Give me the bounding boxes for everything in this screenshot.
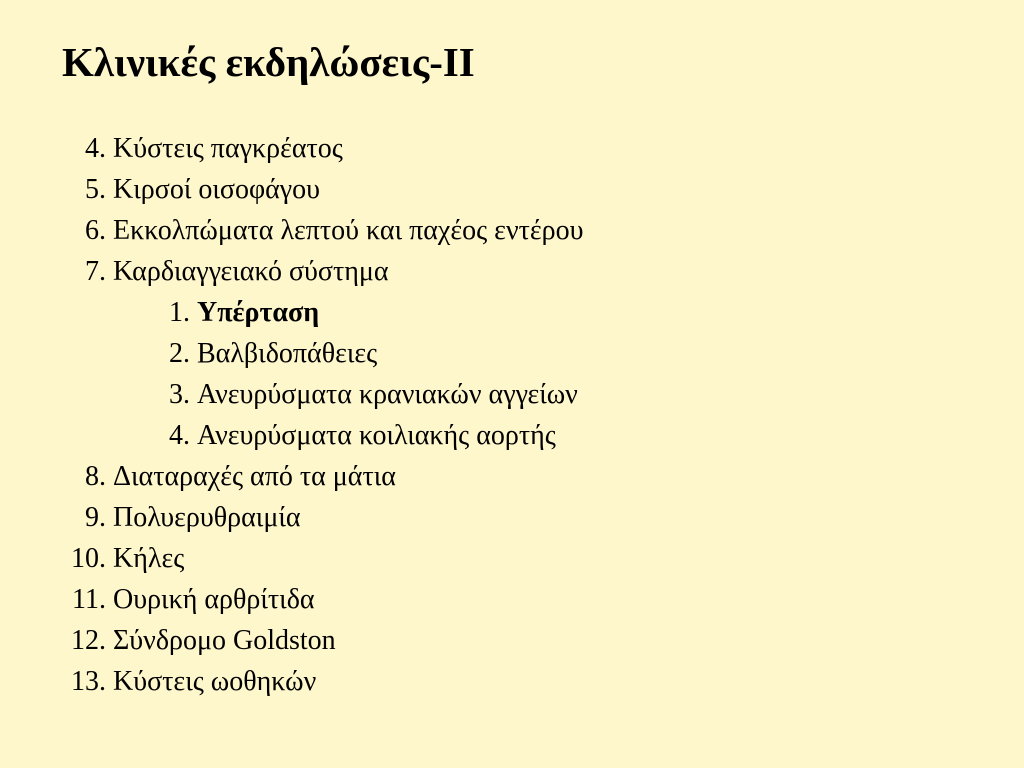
list-item-text: Εκκολπώματα λεπτού και παχέος εντέρου: [113, 215, 584, 246]
list-item: [0, 497, 1024, 538]
sub-list-item-number: 1.: [169, 297, 190, 328]
sub-list-item-number: 4.: [169, 420, 190, 451]
sub-list-item: [0, 374, 1024, 415]
sub-list-item-text: Υπέρταση: [197, 297, 320, 328]
sub-list-item-number: 2.: [169, 338, 190, 369]
list-item-text: Καρδιαγγειακό σύστημα: [113, 256, 389, 287]
list-item: [0, 210, 1024, 251]
list-item-text: Κιρσοί οισοφάγου: [113, 174, 321, 205]
list-item-number: 4.: [85, 133, 106, 164]
sub-list-item-text: Ανευρύσματα κρανιακών αγγείων: [197, 379, 578, 410]
list-item-text: Σύνδρομο Goldston: [113, 625, 336, 656]
item-list: [0, 128, 1024, 702]
list-item-number: 12.: [71, 625, 106, 656]
list-item-text: Κήλες: [113, 543, 185, 574]
list-item: [0, 251, 1024, 292]
list-item-number: 13.: [71, 666, 106, 697]
list-item: [0, 169, 1024, 210]
list-item: [0, 620, 1024, 661]
list-item: [0, 456, 1024, 497]
sub-list-item-number: 3.: [169, 379, 190, 410]
sub-list-item-text: Βαλβιδοπάθειες: [197, 338, 378, 369]
list-item-number: 9.: [85, 502, 106, 533]
list-item-text: Διαταραχές από τα μάτια: [113, 461, 396, 492]
list-item: [0, 661, 1024, 702]
sub-list-item: [0, 415, 1024, 456]
list-item-text: Κύστεις ωοθηκών: [113, 666, 317, 697]
slide-title: Κλινικές εκδηλώσεις-ΙΙ: [62, 39, 475, 85]
sub-list-item: [0, 333, 1024, 374]
list-item-text: Κύστεις παγκρέατος: [113, 133, 343, 164]
list-item-number: 10.: [71, 543, 106, 574]
list-item-text: Ουρική αρθρίτιδα: [113, 584, 315, 615]
list-item-number: 7.: [85, 256, 106, 287]
list-item-text: Πολυερυθραιμία: [113, 502, 301, 533]
sub-list-item-text: Ανευρύσματα κοιλιακής αορτής: [197, 420, 556, 451]
list-item-number: 11.: [72, 584, 106, 615]
list-item-number: 6.: [85, 215, 106, 246]
list-item: [0, 538, 1024, 579]
list-item: [0, 128, 1024, 169]
list-item-number: 8.: [85, 461, 106, 492]
sub-list-item: [0, 292, 1024, 333]
list-item-number: 5.: [85, 174, 106, 205]
list-item: [0, 579, 1024, 620]
